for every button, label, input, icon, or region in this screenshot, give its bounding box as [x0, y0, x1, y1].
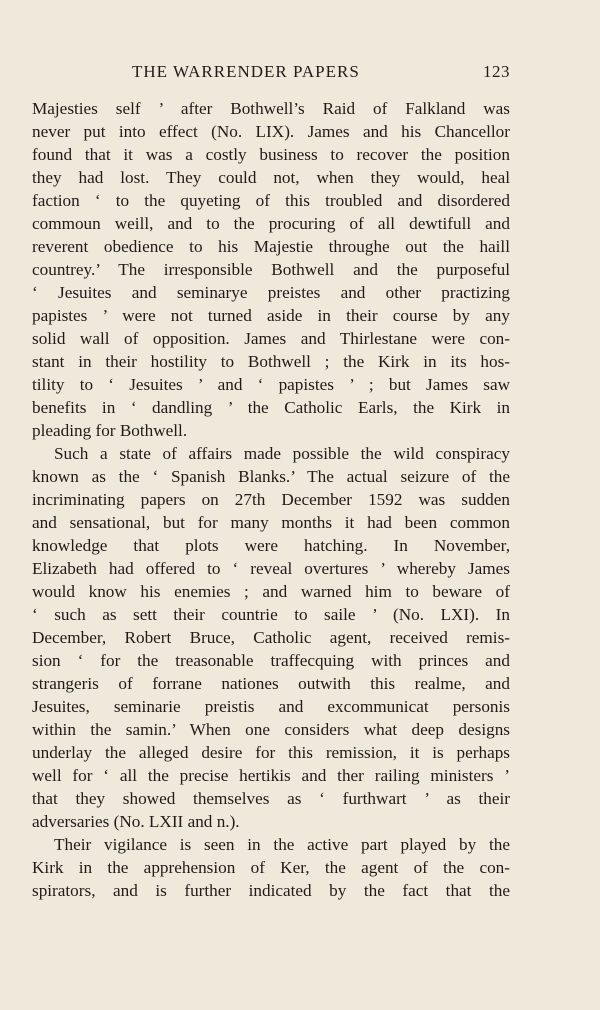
text-line: Kirk in the apprehension of Ker, the agent of the con-: [32, 858, 510, 877]
text-line: faction ‘ to the quyeting of this troubled and disordered: [32, 191, 510, 210]
text-line: they had lost. They could not, when they would, heal: [32, 168, 510, 187]
text-line: spirators, and is further indicated by the fact that the: [32, 881, 510, 900]
text-line: December, Robert Bruce, Catholic agent, received remis-: [32, 628, 510, 647]
text-line: known as the ‘ Spanish Blanks.’ The actual seizure of the: [32, 467, 510, 486]
text-line: Such a state of affairs made possible the wild conspiracy: [54, 444, 510, 463]
text-line: well for ‘ all the precise hertikis and ther railing ministers ’: [32, 766, 510, 785]
text-line: countrey.’ The irresponsible Bothwell and the purposeful: [32, 260, 510, 279]
text-line: ‘ Jesuites and seminarye preistes and other practizing: [32, 283, 510, 302]
body-text: [32, 97, 510, 902]
running-title: THE WARRENDER PAPERS: [132, 62, 360, 81]
text-line: Their vigilance is seen in the active part played by the: [54, 835, 510, 854]
text-line: ‘ such as sett their countrie to saile ’ (No. LXI). In: [32, 605, 510, 624]
text-line: and sensational, but for many months it had been common: [32, 513, 510, 532]
text-line: underlay the alleged desire for this remission, it is perhaps: [32, 743, 510, 762]
text-line: papistes ’ were not turned aside in their course by any: [32, 306, 510, 325]
text-line: never put into effect (No. LIX). James and his Chancellor: [32, 122, 510, 141]
text-line: tility to ‘ Jesuites ’ and ‘ papistes ’ ; but James saw: [32, 375, 510, 394]
text-line: incriminating papers on 27th December 1592 was sudden: [32, 490, 510, 509]
text-line: that they showed themselves as ‘ furthwart ’ as their: [32, 789, 510, 808]
text-line: pleading for Bothwell.: [32, 421, 188, 440]
text-line: sion ‘ for the treasonable traffecquing with princes and: [32, 651, 510, 670]
text-line: adversaries (No. LXII and n.).: [32, 812, 240, 831]
text-line: stant in their hostility to Bothwell ; the Kirk in its hos-: [32, 352, 510, 371]
text-line: within the samin.’ When one considers what deep designs: [32, 720, 510, 739]
text-line: reverent obedience to his Majestie throughe out the haill: [32, 237, 510, 256]
text-line: knowledge that plots were hatching. In November,: [32, 536, 510, 555]
text-line: benefits in ‘ dandling ’ the Catholic Earls, the Kirk in: [32, 398, 510, 417]
text-line: commoun weill, and to the procuring of all dewtifull and: [32, 214, 510, 233]
page-header: [32, 62, 510, 86]
text-line: Jesuites, seminarie preistis and excommunicat personis: [32, 697, 510, 716]
page-number: 123: [483, 62, 510, 81]
text-line: Elizabeth had offered to ‘ reveal overtures ’ whereby James: [32, 559, 510, 578]
text-line: solid wall of opposition. James and Thirlestane were con-: [32, 329, 510, 348]
text-line: Majesties self ’ after Bothwell’s Raid of Falkland was: [32, 99, 510, 118]
text-line: strangeris of forrane nationes outwith this realme, and: [32, 674, 510, 693]
text-line: would know his enemies ; and warned him to beware of: [32, 582, 510, 601]
text-line: found that it was a costly business to recover the position: [32, 145, 510, 164]
